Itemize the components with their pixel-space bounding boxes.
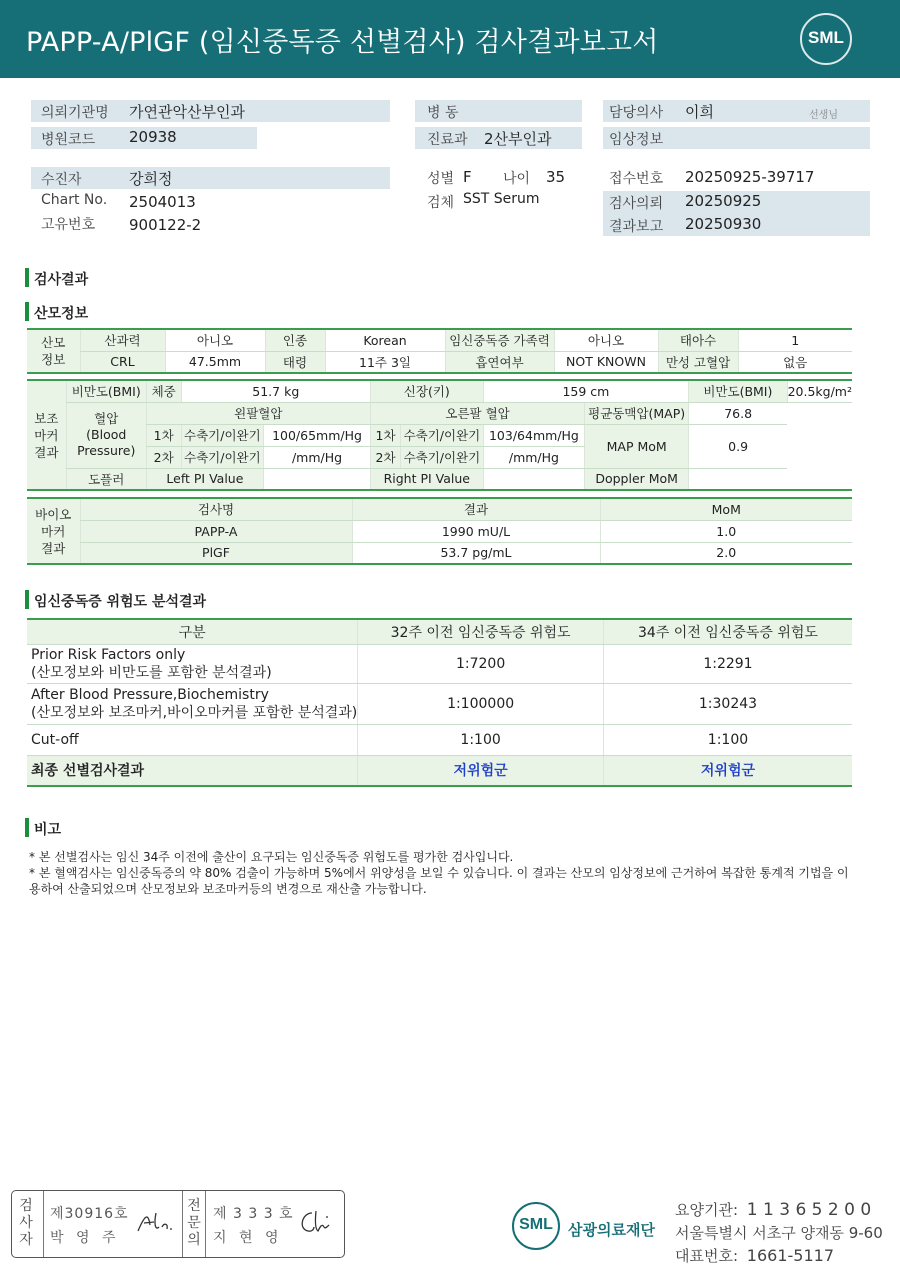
cell-value: 11주 3일 (325, 351, 445, 373)
footer-sml-logo-icon (512, 1202, 560, 1250)
receipt-label: 접수번호 (609, 171, 664, 187)
chart-no-value: 2504013 (129, 193, 196, 211)
chart-no-label: Chart No. (41, 192, 108, 208)
weight-label: 체중 (146, 380, 181, 402)
risk-row-label-1: Cut-off (31, 731, 79, 748)
right-sd-label: 수축기/이완기 (401, 446, 484, 468)
cell-label: 흡연여부 (445, 351, 554, 373)
specialist-number: 제 3 3 3 호 (213, 1206, 294, 1222)
right-bp-1: 103/64mm/Hg (483, 424, 585, 446)
doppler-label: 도플러 (66, 468, 146, 490)
dept-label: 진료과 (427, 132, 468, 148)
footer-code-label: 요양기관: (675, 1201, 739, 1219)
left-first-label: 1차 (146, 424, 181, 446)
examiner-vertical-label: 검 사 자 (19, 1198, 33, 1248)
remark-line-1: * 본 선별검사는 임신 34주 이전에 출산이 요구되는 임신중독증 위험도를 평가한 검사입니다. (29, 850, 514, 864)
id-no-label: 고유번호 (41, 217, 96, 233)
specialist-name: 지 현 영 (213, 1230, 283, 1246)
risk-heading: 임신중독증 위험도 분석결과 (34, 594, 207, 610)
stamp-divider (43, 1191, 44, 1257)
aux-group-label (27, 380, 66, 490)
cell-label: 태아수 (658, 329, 738, 351)
risk-32w: 1:100000 (358, 683, 604, 724)
footer-address: 서울특별시 서초구 양재동 9-60 (675, 1224, 883, 1242)
report-header (0, 0, 900, 78)
risk-row-label (27, 724, 358, 755)
risk-row-label (27, 644, 358, 683)
age-value: 35 (546, 168, 566, 186)
map-label: 평균동맥압(MAP) (585, 402, 689, 424)
cell-value: NOT KNOWN (554, 351, 658, 373)
bmi-label: 비만도(BMI) (66, 380, 146, 402)
sml-logo-icon (800, 13, 852, 65)
risk-34w: 1:2291 (603, 644, 852, 683)
specimen-label: 검체 (427, 195, 455, 211)
bp-label-text: 혈압 (Blood Pressure) (77, 411, 136, 458)
cell-label: 태령 (265, 351, 325, 373)
height-value: 159 cm (483, 380, 688, 402)
final-result-32w: 저위험군 (358, 755, 604, 786)
risk-row-label-1: Prior Risk Factors only (31, 646, 186, 663)
mother-group-text: 산모 정보 (41, 335, 66, 367)
risk-header: 32주 이전 임신중독증 위험도 (358, 619, 604, 644)
footer-code-value: 1 1 3 6 5 2 0 0 (746, 1200, 872, 1220)
bio-header: 검사명 (80, 498, 352, 520)
patient-label: 수진자 (41, 172, 82, 188)
stamp-divider (205, 1191, 206, 1257)
left-sd-label: 수축기/이완기 (181, 446, 264, 468)
cell-label: 임신중독증 가족력 (445, 329, 554, 351)
report-value: 20250930 (685, 215, 762, 233)
risk-32w: 1:100 (358, 724, 604, 755)
left-second-label: 2차 (146, 446, 181, 468)
footer-code (675, 1199, 871, 1220)
cell-value: 없음 (738, 351, 852, 373)
cell-label: 인종 (265, 329, 325, 351)
cell-value: 47.5mm (165, 351, 265, 373)
map-mom-label: MAP MoM (585, 424, 689, 468)
risk-row-label-2: (산모정보와 보조마커,바이오마커를 포함한 분석결과) (31, 704, 358, 721)
id-no-value: 900122-2 (129, 216, 202, 234)
left-pi-value (264, 468, 371, 490)
age-label: 나이 (503, 171, 531, 187)
institution-label: 의뢰기관명 (41, 105, 109, 121)
hospital-code-value: 20938 (129, 128, 177, 146)
risk-row-label-1: After Blood Pressure,Biochemistry (31, 686, 269, 703)
bio-test-name: PAPP-A (80, 520, 352, 542)
footer-phone-label: 대표번호: (675, 1247, 739, 1265)
risk-34w: 1:30243 (603, 683, 852, 724)
cell-value: Korean (325, 329, 445, 351)
examiner-signature-icon (134, 1207, 176, 1237)
remark-line-2: * 본 혈액검사는 임신중독증의 약 80% 검출이 가능하며 5%에서 위양성을 보일 수 있습니다. 이 결과는 산모의 임상정보에 근거하여 복잡한 통계적 기법을 이용하여 산출되었으며 산모정보와 보조마커등의 변경으로 재산출 가능합니다. (29, 866, 849, 896)
cell-value: 아니오 (165, 329, 265, 351)
bio-result: 53.7 pg/mL (352, 542, 600, 564)
ward-label: 병 동 (427, 105, 459, 121)
doctor-label: 담당의사 (609, 105, 664, 121)
footer-org-name: 삼광의료재단 (568, 1221, 655, 1239)
right-bp-2: /mm/Hg (483, 446, 585, 468)
right-first-label: 1차 (370, 424, 400, 446)
request-label: 검사의뢰 (609, 196, 664, 212)
cell-label: CRL (80, 351, 165, 373)
bio-result: 1990 mU/L (352, 520, 600, 542)
aux-group-text: 보조 마커 결과 (34, 410, 59, 460)
left-bp-1: 100/65mm/Hg (264, 424, 371, 446)
doctor-value: 이희 (685, 103, 714, 121)
mother-heading: 산모정보 (34, 306, 89, 322)
specialist-signature-icon (296, 1207, 336, 1239)
bp-label (66, 402, 146, 468)
results-heading: 검사결과 (34, 272, 89, 288)
results-marker (25, 268, 29, 287)
height-label: 신장(키) (370, 380, 483, 402)
cell-label: 산과력 (80, 329, 165, 351)
risk-marker (25, 590, 29, 609)
footer-phone (675, 1245, 834, 1266)
remarks-heading: 비고 (34, 822, 62, 838)
left-pi-label: Left PI Value (146, 468, 263, 490)
risk-table (27, 618, 852, 787)
left-sd-label: 수축기/이완기 (181, 424, 264, 446)
right-bp-label: 오른팔 혈압 (370, 402, 584, 424)
final-result-34w: 저위험군 (603, 755, 852, 786)
bio-mom: 2.0 (600, 542, 852, 564)
doppler-mom-value (689, 468, 787, 490)
bio-group-label (27, 498, 80, 564)
map-value: 76.8 (689, 402, 787, 424)
cell-value: 1 (738, 329, 852, 351)
clinical-label: 임상정보 (609, 132, 664, 148)
risk-header: 구분 (27, 619, 358, 644)
dept-value: 2산부인과 (484, 130, 552, 148)
request-value: 20250925 (685, 192, 762, 210)
risk-row-label-2: (산모정보와 비만도를 포함한 분석결과) (31, 664, 272, 681)
report-label: 결과보고 (609, 219, 664, 235)
bio-mom: 1.0 (600, 520, 852, 542)
weight-value: 51.7 kg (181, 380, 370, 402)
examiner-name: 박 영 주 (50, 1230, 120, 1246)
risk-34w: 1:100 (603, 724, 852, 755)
sex-value: F (463, 168, 472, 186)
sex-label: 성별 (427, 171, 455, 187)
report-title: PAPP-A/PlGF (임신중독증 선별검사) 검사결과보고서 (26, 27, 659, 58)
examiner-number: 제30916호 (50, 1206, 129, 1222)
final-result-label: 최종 선별검사결과 (27, 755, 358, 786)
specimen-value: SST Serum (463, 191, 540, 207)
signature-stamp (11, 1190, 345, 1258)
remarks-marker (25, 818, 29, 837)
mother-marker (25, 302, 29, 321)
right-pi-value (483, 468, 585, 490)
bmi-label-2: 비만도(BMI) (689, 380, 787, 402)
left-bp-2: /mm/Hg (264, 446, 371, 468)
bmi-value: 20.5kg/m² (787, 380, 852, 402)
mother-group-label (27, 329, 80, 373)
patient-box (31, 167, 390, 189)
specialist-vertical-label: 전 문 의 (187, 1198, 201, 1248)
risk-header: 34주 이전 임신중독증 위험도 (603, 619, 852, 644)
right-pi-label: Right PI Value (370, 468, 483, 490)
doctor-suffix: 선생님 (809, 110, 838, 121)
header-logo-text: SML (808, 28, 844, 47)
risk-row-label (27, 683, 358, 724)
doppler-mom-label: Doppler MoM (585, 468, 689, 490)
footer-phone-value: 1661-5117 (746, 1246, 835, 1265)
right-second-label: 2차 (370, 446, 400, 468)
left-bp-label: 왼팔혈압 (146, 402, 370, 424)
cell-value: 아니오 (554, 329, 658, 351)
patient-value: 강희정 (129, 170, 173, 188)
mother-info-table (27, 328, 852, 374)
cell-label: 만성 고혈압 (658, 351, 738, 373)
receipt-value: 20250925-39717 (685, 168, 815, 186)
institution-value: 가연관악산부인과 (129, 103, 245, 121)
map-mom-value: 0.9 (689, 424, 787, 468)
bio-group-text: 바이오 마커 결과 (35, 506, 72, 556)
hospital-code-label: 병원코드 (41, 132, 96, 148)
risk-32w: 1:7200 (358, 644, 604, 683)
stamp-divider (182, 1191, 183, 1257)
footer-logo-text: SML (519, 1216, 553, 1233)
bio-header: 결과 (352, 498, 600, 520)
biomarker-table (27, 497, 852, 565)
right-sd-label: 수축기/이완기 (401, 424, 484, 446)
bio-header: MoM (600, 498, 852, 520)
aux-marker-table (27, 379, 852, 491)
bio-test-name: PlGF (80, 542, 352, 564)
